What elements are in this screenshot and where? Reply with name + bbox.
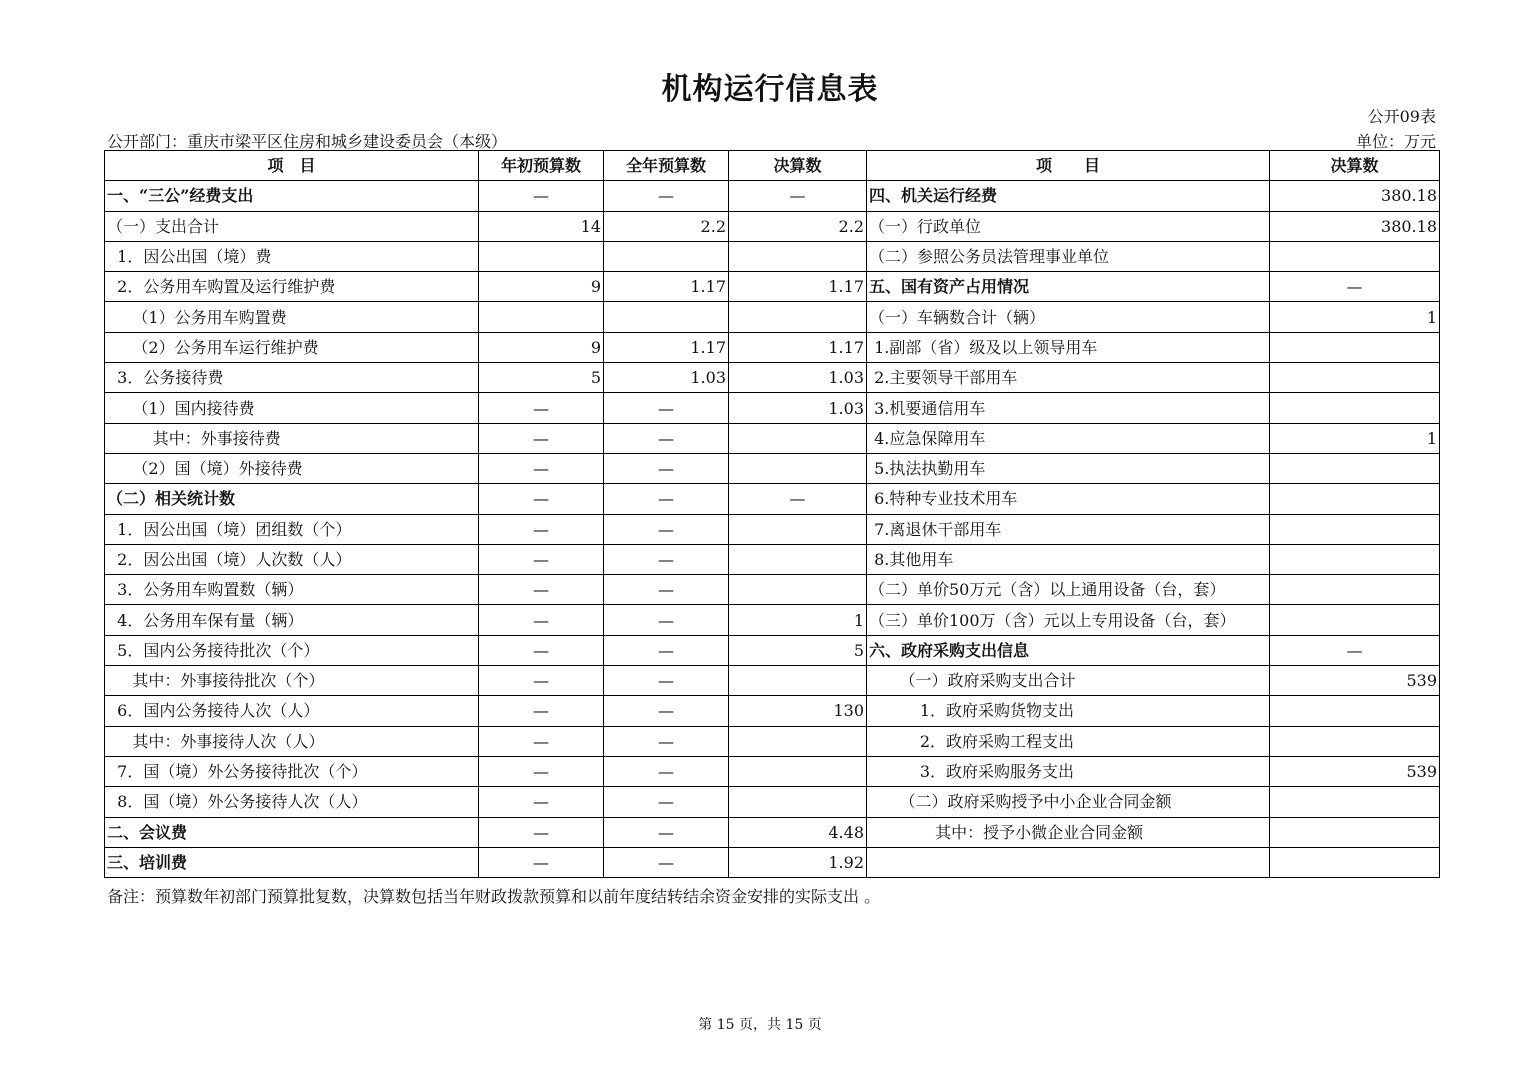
full-year-budget-cell: — [604,817,729,847]
right-item-cell: 2．政府采购工程支出 [867,726,1270,756]
final-right-cell: 1 [1270,423,1440,453]
right-item-cell: 6.特种专业技术用车 [867,484,1270,514]
full-year-budget-cell: — [604,666,729,696]
final-right-cell [1270,544,1440,574]
final-right-cell [1270,787,1440,817]
left-item-cell: （2）公务用车运行维护费 [105,332,479,362]
initial-budget-cell: — [479,393,604,423]
header-left-item: 项 目 [105,151,479,181]
full-year-budget-cell: — [604,393,729,423]
initial-budget-cell: — [479,787,604,817]
left-item-cell: （1）公务用车购置费 [105,302,479,332]
final-left-cell [729,241,867,271]
full-year-budget-cell: — [604,453,729,483]
final-left-cell [729,575,867,605]
full-year-budget-cell: 2.2 [604,211,729,241]
department-label: 公开部门：重庆市梁平区住房和城乡建设委员会（本级） [107,132,508,151]
final-right-cell [1270,847,1440,877]
full-year-budget-cell: — [604,575,729,605]
final-left-cell [729,423,867,453]
initial-budget-cell: — [479,847,604,877]
right-item-cell: 7.离退休干部用车 [867,514,1270,544]
table-row [105,211,1440,241]
page-title: 机构运行信息表 [661,72,879,107]
initial-budget-cell: — [479,423,604,453]
left-item-cell: 3．公务接待费 [105,363,479,393]
left-item-cell: 1．因公出国（境）费 [105,241,479,271]
initial-budget-cell: 5 [479,363,604,393]
full-year-budget-cell [604,241,729,271]
final-left-cell: — [729,484,867,514]
final-left-cell: 130 [729,696,867,726]
table-row [105,817,1440,847]
table-row [105,453,1440,483]
full-year-budget-cell: — [604,787,729,817]
left-item-cell: 7．国（境）外公务接待批次（个） [105,756,479,786]
left-item-cell: （二）相关统计数 [105,484,479,514]
final-right-cell [1270,514,1440,544]
final-left-cell: 1.17 [729,272,867,302]
final-right-cell [1270,817,1440,847]
full-year-budget-cell: 1.17 [604,332,729,362]
initial-budget-cell [479,302,604,332]
right-item-cell: （三）单价100万（含）元以上专用设备（台，套） [867,605,1270,635]
right-item-cell: （二）单价50万元（含）以上通用设备（台，套） [867,575,1270,605]
left-item-cell: 4．公务用车保有量（辆） [105,605,479,635]
full-year-budget-cell: — [604,756,729,786]
table-row [105,423,1440,453]
left-item-cell: 三、培训费 [105,847,479,877]
final-right-cell [1270,696,1440,726]
table-row [105,363,1440,393]
final-left-cell: 1.17 [729,332,867,362]
right-item-cell: 4.应急保障用车 [867,423,1270,453]
left-item-cell: （1）国内接待费 [105,393,479,423]
initial-budget-cell: 9 [479,272,604,302]
full-year-budget-cell: 1.03 [604,363,729,393]
final-right-cell: — [1270,635,1440,665]
left-item-cell: （一）支出合计 [105,211,479,241]
table-body [105,181,1440,878]
table-row [105,272,1440,302]
final-right-cell [1270,241,1440,271]
right-item-cell: 5.执法执勤用车 [867,453,1270,483]
initial-budget-cell: — [479,817,604,847]
initial-budget-cell: — [479,756,604,786]
header-right-item: 项 目 [867,151,1270,181]
initial-budget-cell: — [479,605,604,635]
right-item-cell: 8.其他用车 [867,544,1270,574]
table-row [105,514,1440,544]
initial-budget-cell: — [479,514,604,544]
table-row [105,696,1440,726]
final-right-cell: — [1270,272,1440,302]
table-row [105,241,1440,271]
header-full-year-budget: 全年预算数 [604,151,729,181]
right-item-cell: 其中：授予小微企业合同金额 [867,817,1270,847]
initial-budget-cell: 14 [479,211,604,241]
final-right-cell [1270,393,1440,423]
table-row [105,605,1440,635]
full-year-budget-cell: — [604,181,729,211]
left-item-cell: 二、会议费 [105,817,479,847]
right-item-cell: （一）行政单位 [867,211,1270,241]
full-year-budget-cell: — [604,423,729,453]
full-year-budget-cell: — [604,847,729,877]
table-row [105,726,1440,756]
final-right-cell [1270,575,1440,605]
initial-budget-cell: — [479,544,604,574]
table-row [105,484,1440,514]
page-footer: 第 15 页，共 15 页 [698,1017,822,1033]
full-year-budget-cell: — [604,514,729,544]
final-left-cell [729,544,867,574]
full-year-budget-cell [604,302,729,332]
header-final-left: 决算数 [729,151,867,181]
final-right-cell: 380.18 [1270,181,1440,211]
left-item-cell: 6．国内公务接待人次（人） [105,696,479,726]
final-left-cell: 5 [729,635,867,665]
right-item-cell: 五、国有资产占用情况 [867,272,1270,302]
initial-budget-cell: — [479,181,604,211]
final-right-cell [1270,332,1440,362]
final-right-cell [1270,484,1440,514]
form-number: 公开09表 [1367,107,1436,126]
left-item-cell: 2．因公出国（境）人次数（人） [105,544,479,574]
table-row [105,393,1440,423]
full-year-budget-cell: — [604,696,729,726]
full-year-budget-cell: — [604,544,729,574]
final-right-cell [1270,726,1440,756]
left-item-cell: 2．公务用车购置及运行维护费 [105,272,479,302]
final-right-cell [1270,605,1440,635]
right-item-cell: 六、政府采购支出信息 [867,635,1270,665]
initial-budget-cell: 9 [479,332,604,362]
header-final-right: 决算数 [1270,151,1440,181]
right-item-cell: 1.副部（省）级及以上领导用车 [867,332,1270,362]
full-year-budget-cell: — [604,726,729,756]
final-right-cell: 380.18 [1270,211,1440,241]
final-left-cell [729,756,867,786]
final-left-cell: 4.48 [729,817,867,847]
left-item-cell: 3．公务用车购置数（辆） [105,575,479,605]
initial-budget-cell: — [479,484,604,514]
right-item-cell [867,847,1270,877]
final-right-cell [1270,363,1440,393]
left-item-cell: 其中：外事接待费 [105,423,479,453]
initial-budget-cell: — [479,575,604,605]
left-item-cell: （2）国（境）外接待费 [105,453,479,483]
final-left-cell [729,514,867,544]
final-left-cell: — [729,181,867,211]
table-row [105,635,1440,665]
table-row [105,787,1440,817]
final-right-cell: 539 [1270,756,1440,786]
right-item-cell: 3．政府采购服务支出 [867,756,1270,786]
table-row [105,544,1440,574]
final-left-cell [729,453,867,483]
table-header-row [105,151,1440,181]
left-item-cell: 5．国内公务接待批次（个） [105,635,479,665]
final-left-cell: 1.92 [729,847,867,877]
final-right-cell: 539 [1270,666,1440,696]
final-left-cell [729,666,867,696]
initial-budget-cell: — [479,666,604,696]
right-item-cell: 2.主要领导干部用车 [867,363,1270,393]
right-item-cell: （一）车辆数合计（辆） [867,302,1270,332]
final-left-cell [729,787,867,817]
right-item-cell: （二）政府采购授予中小企业合同金额 [867,787,1270,817]
left-item-cell: 一、“三公”经费支出 [105,181,479,211]
initial-budget-cell: — [479,453,604,483]
left-item-cell: 1．因公出国（境）团组数（个） [105,514,479,544]
initial-budget-cell: — [479,635,604,665]
full-year-budget-cell: — [604,484,729,514]
table-row [105,302,1440,332]
final-left-cell: 1.03 [729,393,867,423]
final-left-cell: 1.03 [729,363,867,393]
info-table [104,150,1440,878]
right-item-cell: 1．政府采购货物支出 [867,696,1270,726]
left-item-cell: 其中：外事接待人次（人） [105,726,479,756]
full-year-budget-cell: — [604,635,729,665]
final-left-cell [729,302,867,332]
initial-budget-cell: — [479,696,604,726]
table-row [105,847,1440,877]
table-row [105,575,1440,605]
final-left-cell: 2.2 [729,211,867,241]
left-item-cell: 其中：外事接待批次（个） [105,666,479,696]
final-left-cell: 1 [729,605,867,635]
table-row [105,181,1440,211]
full-year-budget-cell: 1.17 [604,272,729,302]
initial-budget-cell: — [479,726,604,756]
final-right-cell [1270,453,1440,483]
right-item-cell: 四、机关运行经费 [867,181,1270,211]
table-note: 备注：预算数年初部门预算批复数，决算数包括当年财政拨款预算和以前年度结转结余资金安排的实际支出 。 [107,887,881,906]
table-row [105,666,1440,696]
full-year-budget-cell: — [604,605,729,635]
unit-label: 单位：万元 [1355,132,1436,151]
table-row [105,756,1440,786]
table-row [105,332,1440,362]
right-item-cell: （二）参照公务员法管理事业单位 [867,241,1270,271]
initial-budget-cell [479,241,604,271]
final-left-cell [729,726,867,756]
right-item-cell: 3.机要通信用车 [867,393,1270,423]
header-initial-budget: 年初预算数 [479,151,604,181]
final-right-cell: 1 [1270,302,1440,332]
left-item-cell: 8．国（境）外公务接待人次（人） [105,787,479,817]
right-item-cell: （一）政府采购支出合计 [867,666,1270,696]
